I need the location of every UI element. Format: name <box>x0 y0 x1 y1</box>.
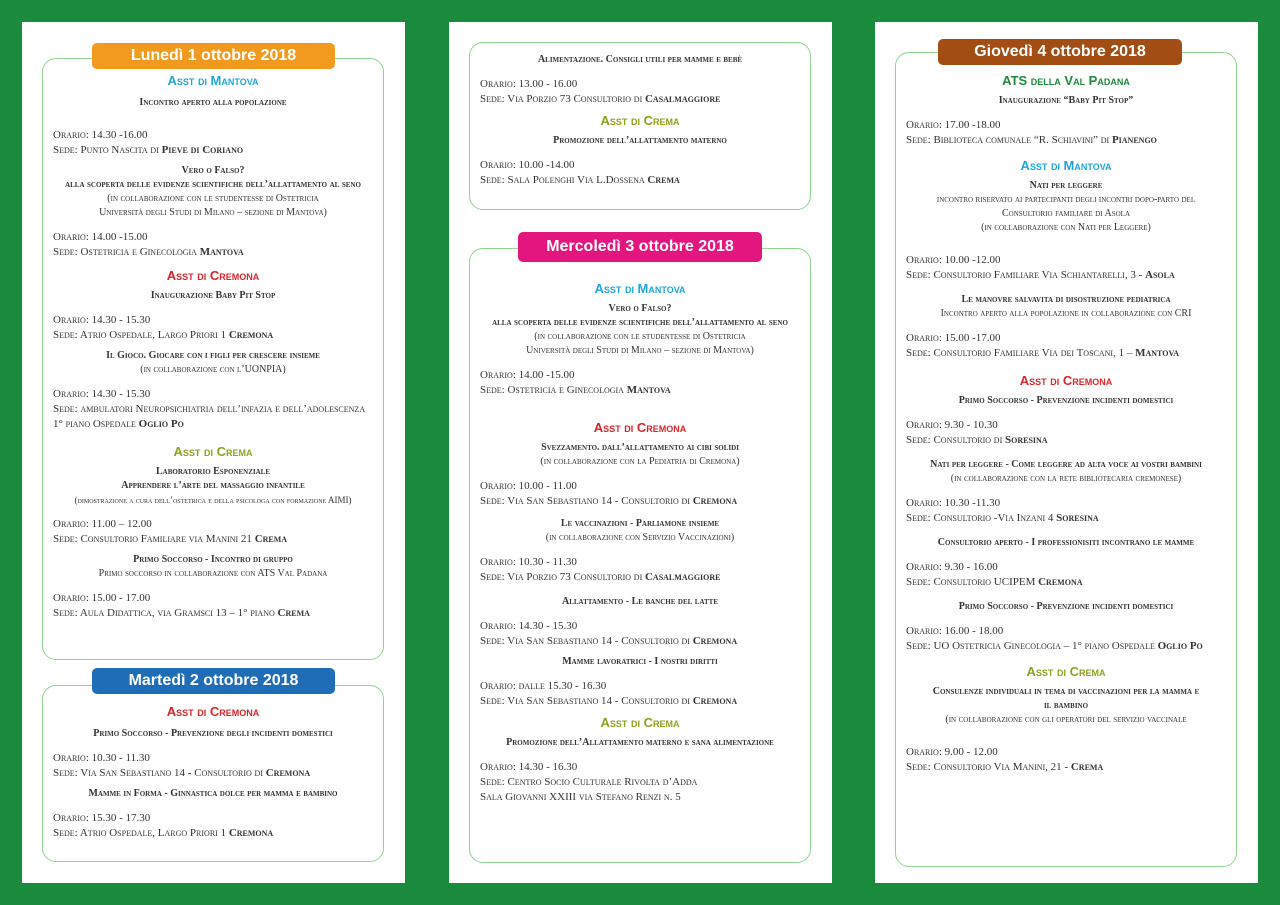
event-venue: Sede: ambulatori Neuropsichiatria dell’infazia e dell’adolescenza <box>53 403 366 415</box>
event-subtitle: alla scoperta delle evidenze scientifiche dell’allattamento al seno <box>65 179 361 190</box>
event-title: Le manovre salvavita di disostruzione pediatrica <box>961 294 1171 305</box>
event-title: Vero o Falso? <box>181 165 245 176</box>
event-title: Le vaccinazioni - Parliamone insieme <box>560 518 720 529</box>
event-time: Orario: 13.00 - 16.00 <box>480 78 578 90</box>
org-mantova: Asst di Mantova <box>1020 158 1112 173</box>
event-title: Consulenze individuali in tema di vaccinazioni per la mamma e <box>932 686 1200 697</box>
event-note: Consultorio familiare di Asola <box>1001 208 1131 219</box>
event-venue: Sede: Aula Didattica, via Gramsci 13 – 1° piano Crema <box>53 607 310 619</box>
event-time: Orario: 14.30 - 15.30 <box>53 388 151 400</box>
event-title: Alimentazione. Consigli utili per mamme e bebè <box>537 54 743 65</box>
org-mantova: Asst di Mantova <box>594 281 686 296</box>
day4-box <box>895 52 1237 867</box>
event-note: incontro riservato ai partecipanti degli incontri dopo-parto del <box>936 194 1196 205</box>
org-cremona: Asst di Cremona <box>166 268 260 283</box>
event-time: Orario: 9.30 - 10.30 <box>906 419 998 431</box>
event-title: Mamme lavoratrici - I nostri diritti <box>562 656 718 667</box>
day-header-thursday: Giovedì 4 ottobre 2018 <box>938 39 1182 65</box>
day1-box <box>42 58 384 660</box>
event-venue: Sede: Centro Socio Culturale Rivolta d’Adda <box>480 776 698 788</box>
event-title: Inaugurazione Baby Pit Stop <box>150 290 276 301</box>
event-venue: Sede: Via San Sebastiano 14 - Consultorio di Cremona <box>480 695 738 707</box>
event-note: (in collaborazione con l’UONPIA) <box>140 364 286 375</box>
event-note: Università degli Studi di Milano – sezione di Mantova) <box>526 345 754 356</box>
event-venue: Sede: Atrio Ospedale, Largo Priori 1 Cremona <box>53 329 274 341</box>
event-title: Nati per leggere <box>1029 180 1103 191</box>
day2-box <box>42 685 384 862</box>
event-venue: Sede: Sala Polenghi Via L.Dossena Crema <box>480 174 680 186</box>
event-venue: Sede: Consultorio Familiare Via dei Toscani, 1 – Mantova <box>906 347 1179 359</box>
event-venue: Sede: Consultorio di Soresina <box>906 434 1048 446</box>
event-title: Laboratorio Esponenziale <box>156 466 270 477</box>
org-crema: Asst di Crema <box>173 444 253 459</box>
event-subtitle: Apprendere l’arte del massaggio infantile <box>121 480 305 491</box>
day-header-monday: Lunedì 1 ottobre 2018 <box>92 43 335 69</box>
event-venue: Sede: Consultorio Via Manini, 21 - Crema <box>906 761 1104 773</box>
event-time: Orario: 10.00 -12.00 <box>906 254 1001 266</box>
event-note: (in collaborazione con gli operatori del servizio vaccinale <box>945 714 1187 725</box>
event-time: Orario: 10.30 -11.30 <box>906 497 1001 509</box>
event-note: (in collaborazione con Nati per Leggere) <box>981 222 1151 233</box>
day-header-tuesday: Martedì 2 ottobre 2018 <box>92 668 335 694</box>
org-crema: Asst di Crema <box>600 715 680 730</box>
event-venue: 1° piano Ospedale Oglio Po <box>53 418 184 430</box>
event-venue: Sede: Consultorio -Via Inzani 4 Soresina <box>906 512 1099 524</box>
event-title: Consultorio aperto - I professionisiti incontrano le mamme <box>937 537 1195 548</box>
event-venue: Sede: Via San Sebastiano 14 - Consultorio di Cremona <box>480 495 738 507</box>
event-title: Allattamento - Le banche del latte <box>561 596 718 607</box>
event-title: Primo Soccorso - Prevenzione incidenti domestici <box>958 395 1174 406</box>
event-time: Orario: 14.30 - 15.30 <box>480 620 578 632</box>
event-venue: Sede: Via San Sebastiano 14 - Consultorio di Cremona <box>53 767 311 779</box>
event-note: Primo soccorso in collaborazione con ATS Val Padana <box>98 568 328 579</box>
event-time: Orario: 15.30 - 17.30 <box>53 812 151 824</box>
event-title: il bambino <box>1043 700 1089 711</box>
org-crema: Asst di Crema <box>1026 664 1106 679</box>
event-venue: Sede: Ostetricia e Ginecologia Mantova <box>53 246 244 258</box>
org-ats: ATS della Val Padana <box>1002 73 1130 88</box>
event-time: Orario: 10.00 - 11.00 <box>480 480 577 492</box>
event-time: Orario: 14.00 -15.00 <box>480 369 575 381</box>
event-title: Svezzamento. dall’allattamento ai cibi solidi <box>541 442 739 453</box>
event-time: Orario: 10.30 - 11.30 <box>480 556 577 568</box>
panel-right <box>875 22 1258 883</box>
event-venue: Sede: Punto Nascita di Pieve di Coriano <box>53 144 244 156</box>
event-note: (in collaborazione con la Pediatria di Cremona) <box>540 456 740 467</box>
event-note: (in collaborazione con le studentesse di Ostetricia <box>107 193 319 204</box>
event-time: Orario: 14.00 -15.00 <box>53 231 148 243</box>
day2-continued-box <box>469 42 811 210</box>
day3-box <box>469 248 811 863</box>
event-title: Inaugurazione “Baby Pit Stop” <box>998 95 1134 106</box>
event-title: Primo Soccorso - Prevenzione degli incidenti domestici <box>93 728 333 739</box>
org-cremona: Asst di Cremona <box>593 420 687 435</box>
org-cremona: Asst di Cremona <box>166 704 260 719</box>
event-title: Promozione dell’Allattamento materno e sana alimentazione <box>506 737 774 748</box>
event-title: Incontro aperto alla popolazione <box>139 97 287 108</box>
event-note: (dimostrazione a cura dell’ostetrica e della psicologa con formazione AIMI) <box>74 495 352 505</box>
panel-left <box>22 22 405 883</box>
event-venue: Sede: Consultorio Familiare Via Schiantarelli, 3 - Asola <box>906 269 1175 281</box>
event-time: Orario: 14.30 -16.00 <box>53 129 148 141</box>
org-crema: Asst di Crema <box>600 113 680 128</box>
event-time: Orario: 14.30 - 16.30 <box>480 761 578 773</box>
event-note: (in collaborazione con Servizio Vaccinazioni) <box>545 532 735 543</box>
event-venue: Sede: Biblioteca comunale “R. Schiavini” di Pianengo <box>906 134 1157 146</box>
event-time: Orario: 16.00 - 18.00 <box>906 625 1004 637</box>
event-venue: Sala Giovanni XXIII via Stefano Renzi n. 5 <box>480 791 681 803</box>
event-title: Primo Soccorso - Incontro di gruppo <box>133 554 293 565</box>
event-time: Orario: 14.30 - 15.30 <box>53 314 151 326</box>
event-title: Primo Soccorso - Prevenzione incidenti domestici <box>958 601 1174 612</box>
event-venue: Sede: Via San Sebastiano 14 - Consultorio di Cremona <box>480 635 738 647</box>
event-venue: Sede: Via Porzio 73 Consultorio di Casalmaggiore <box>480 93 721 105</box>
event-time: Orario: dalle 15.30 - 16.30 <box>480 680 607 692</box>
event-subtitle: alla scoperta delle evidenze scientifiche dell’allattamento al seno <box>492 317 788 328</box>
event-time: Orario: 15.00 - 17.00 <box>53 592 151 604</box>
event-time: Orario: 17.00 -18.00 <box>906 119 1001 131</box>
event-title: Il Gioco. Giocare con i figli per crescere insieme <box>106 350 320 361</box>
event-venue: Sede: Consultorio UCIPEM Cremona <box>906 576 1083 588</box>
org-cremona: Asst di Cremona <box>1019 373 1113 388</box>
event-time: Orario: 9.30 - 16.00 <box>906 561 998 573</box>
event-venue: Sede: Consultorio Familiare via Manini 21 Crema <box>53 533 288 545</box>
event-time: Orario: 10.00 -14.00 <box>480 159 575 171</box>
event-title: Promozione dell’allattamento materno <box>553 135 727 146</box>
event-title: Mamme in Forma - Ginnastica dolce per mamma e bambino <box>88 788 338 799</box>
event-venue: Sede: Atrio Ospedale, Largo Priori 1 Cremona <box>53 827 274 839</box>
event-venue: Sede: Ostetricia e Ginecologia Mantova <box>480 384 671 396</box>
event-note: Università degli Studi di Milano – sezione di Mantova) <box>99 207 327 218</box>
event-time: Orario: 9.00 - 12.00 <box>906 746 998 758</box>
event-time: Orario: 10.30 - 11.30 <box>53 752 150 764</box>
event-title: Nati per leggere - Come leggere ad alta voce ai vostri bambini <box>930 459 1202 470</box>
event-venue: Sede: Via Porzio 73 Consultorio di Casalmaggiore <box>480 571 721 583</box>
event-venue: Sede: UO Ostetricia Ginecologia – 1° piano Ospedale Oglio Po <box>906 640 1203 652</box>
event-note: Incontro aperto alla popolazione in collaborazione con CRI <box>940 308 1192 319</box>
day-header-wednesday: Mercoledì 3 ottobre 2018 <box>518 232 762 262</box>
event-title: Vero o Falso? <box>608 303 672 314</box>
event-note: (in collaborazione con la rete bibliotecaria cremonese) <box>950 473 1182 484</box>
event-time: Orario: 15.00 -17.00 <box>906 332 1001 344</box>
event-note: (in collaborazione con le studentesse di Ostetricia <box>534 331 746 342</box>
event-time: Orario: 11.00 – 12.00 <box>53 518 152 530</box>
panel-center <box>449 22 832 883</box>
org-mantova: Asst di Mantova <box>167 73 259 88</box>
